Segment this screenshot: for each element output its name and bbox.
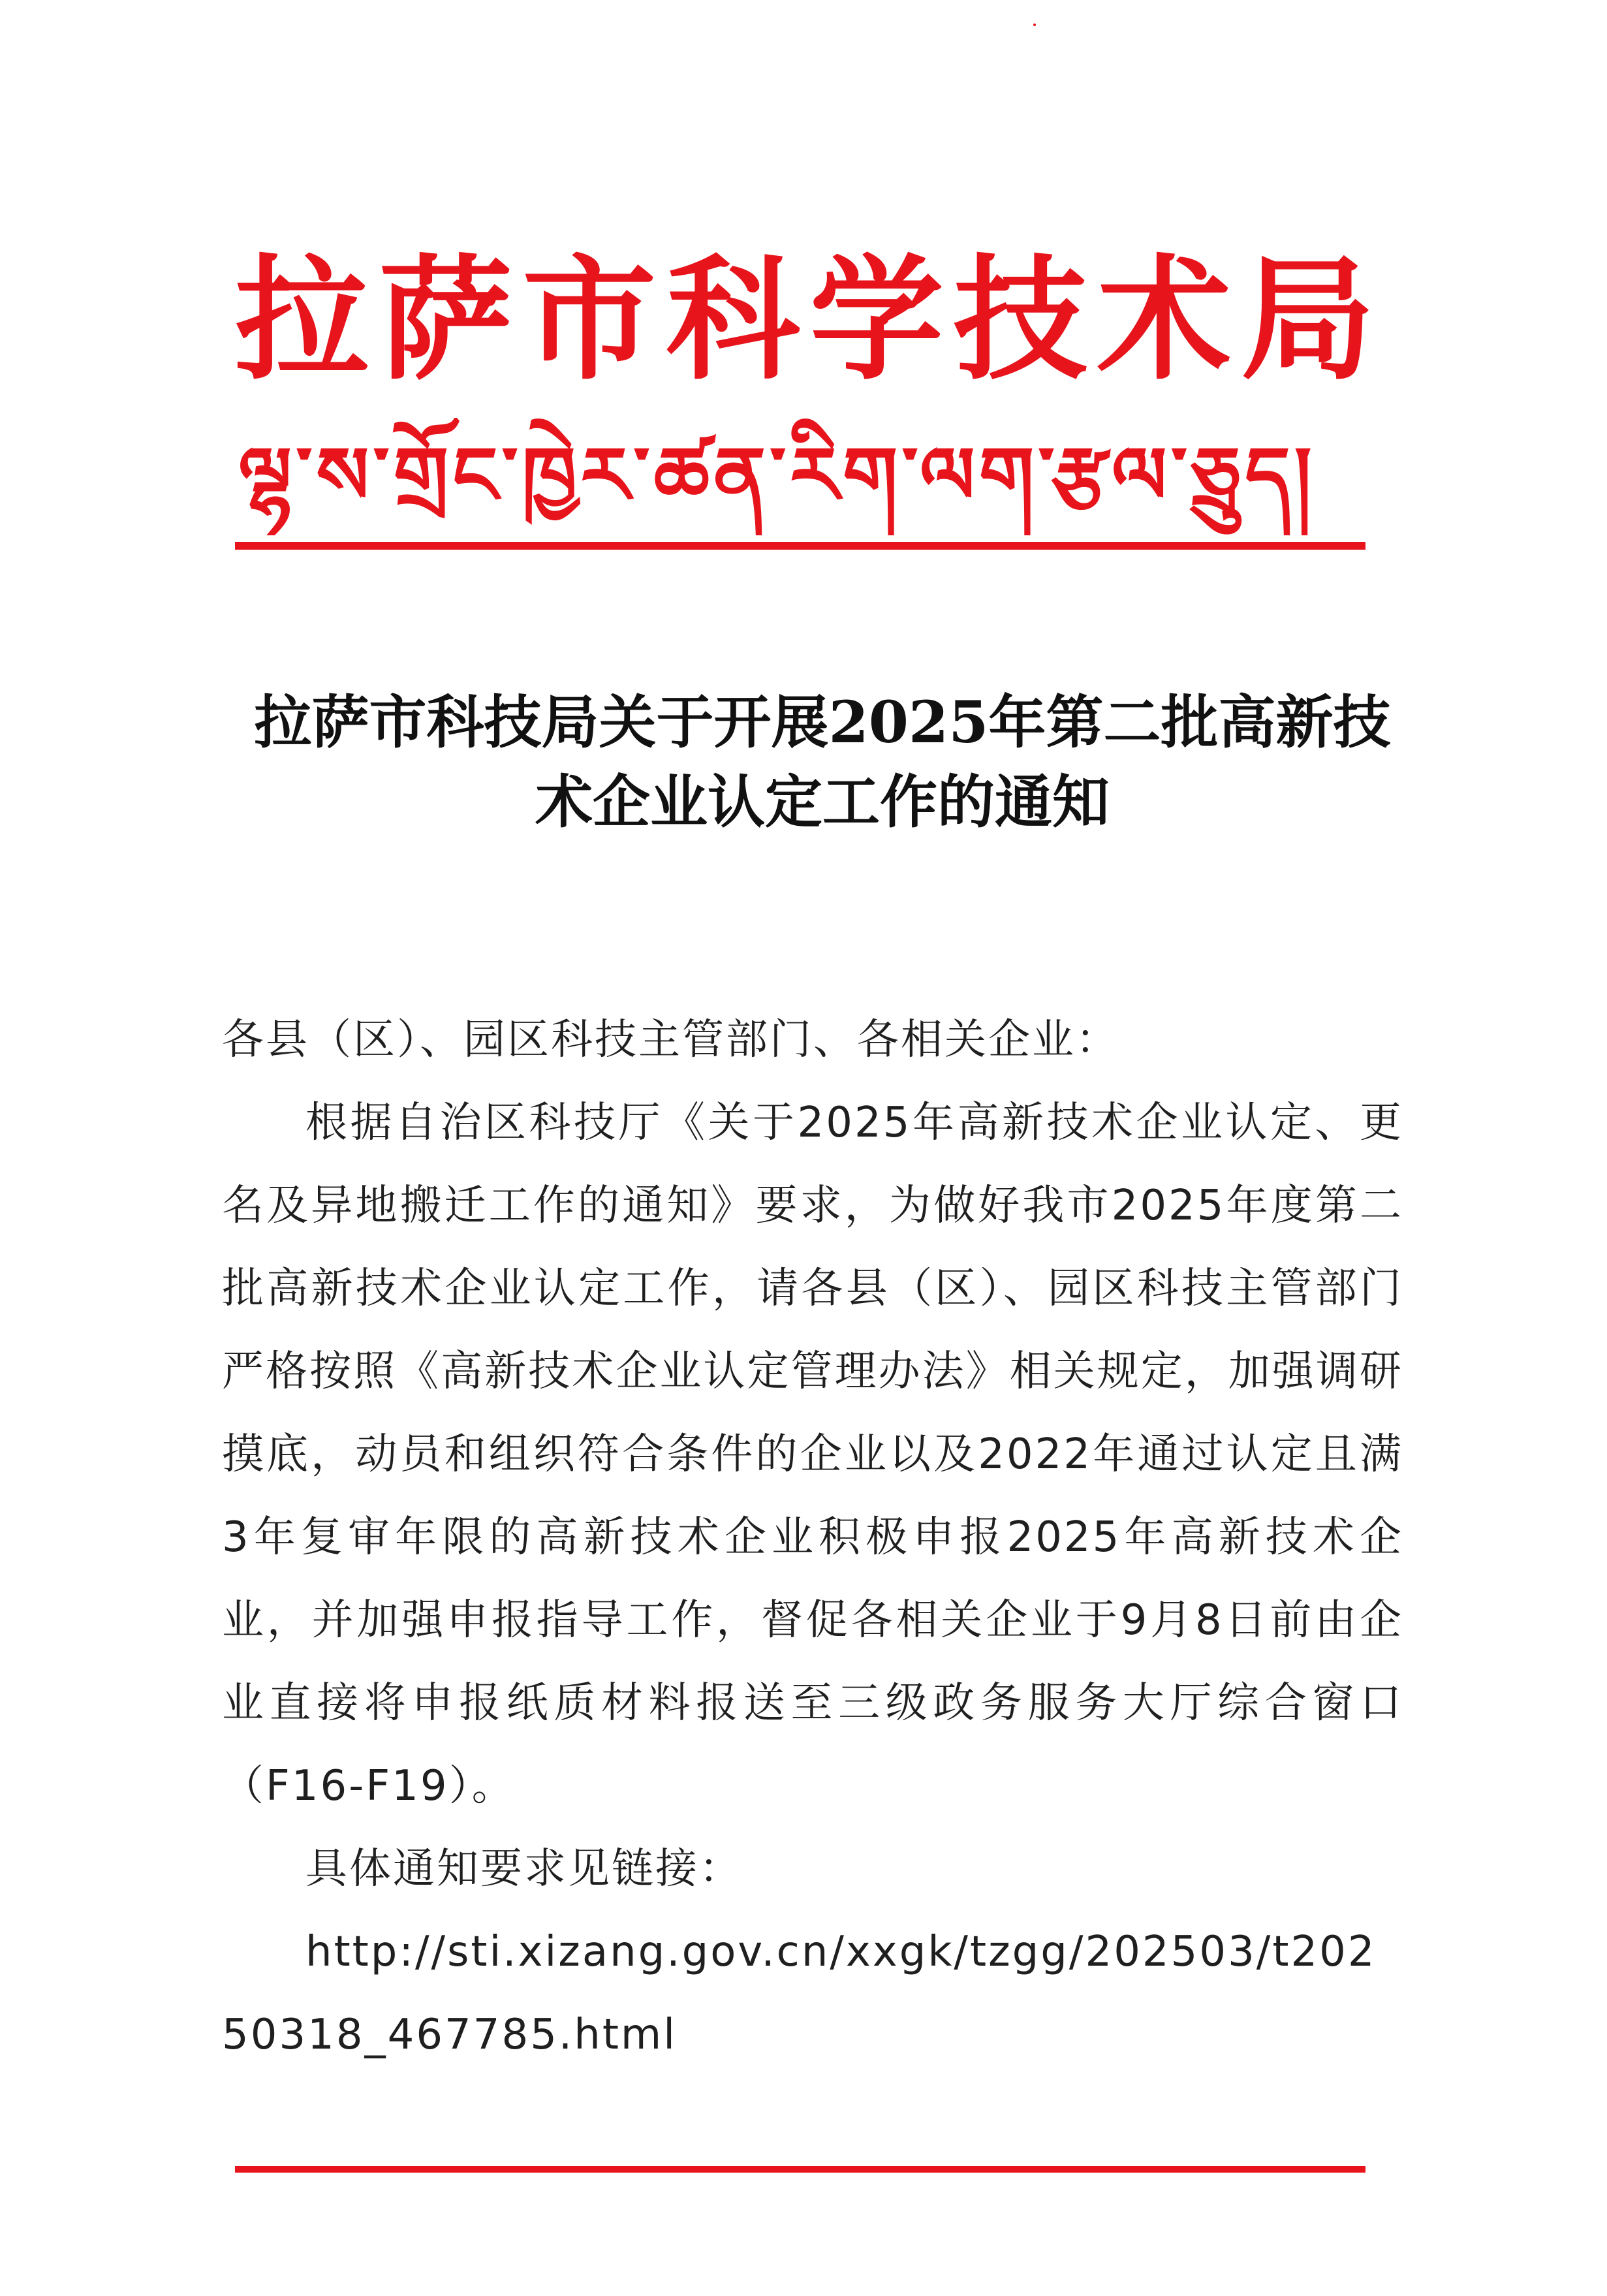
salutation: 各县（区）、园区科技主管部门、各相关企业： [222,1016,1119,1064]
body-paragraph-link-intro: 具体通知要求见链接： [305,1845,743,1893]
body-paragraph-main: 根据自治区科技厅《关于2025年高新技术企业认定、更名及异地搬迁工作的通知》要求，为做好我市2025年度第二批高新技术企业认定工作，请各县（区）、园区科技主管部门严格按照《高新技术企业认定管理办法》相关规定，加强调研摸底，动员和组织符合条件的企业以及2022年通过认定且满3年复审年限的高新技术企业积极申报2025年高新技术企业，并加强申报指导工作，督促各相关企业于9月8日前由企业直接将申报纸质材料报送至三级政务服务大厅综合窗口（F16-F19）。 [222,1099,1403,1810]
letterhead-org-name-tibetan: ལྷ་ས་གྲོང་ཁྱེར་ཚན་རིག་ལག་རྩལ་ཅྲུད། [238,431,1316,522]
scan-mark [1033,24,1036,26]
document-title [235,682,1410,841]
letterhead-org-name-chinese: 拉萨市科学技术局 [235,242,1377,398]
notice-link[interactable]: http://sti.xizang.gov.cn/xxgk/tzgg/202503/t20250318_467785.html [222,1928,1377,2059]
document-title-line-1: 拉萨市科技局关于开展2025年第二批高新技 [254,688,1391,756]
footer-divider [235,2166,1365,2173]
letterhead-divider [235,542,1365,550]
document-title-line-2: 术企业认定工作的通知 [535,768,1110,836]
document-body [222,999,1403,2077]
